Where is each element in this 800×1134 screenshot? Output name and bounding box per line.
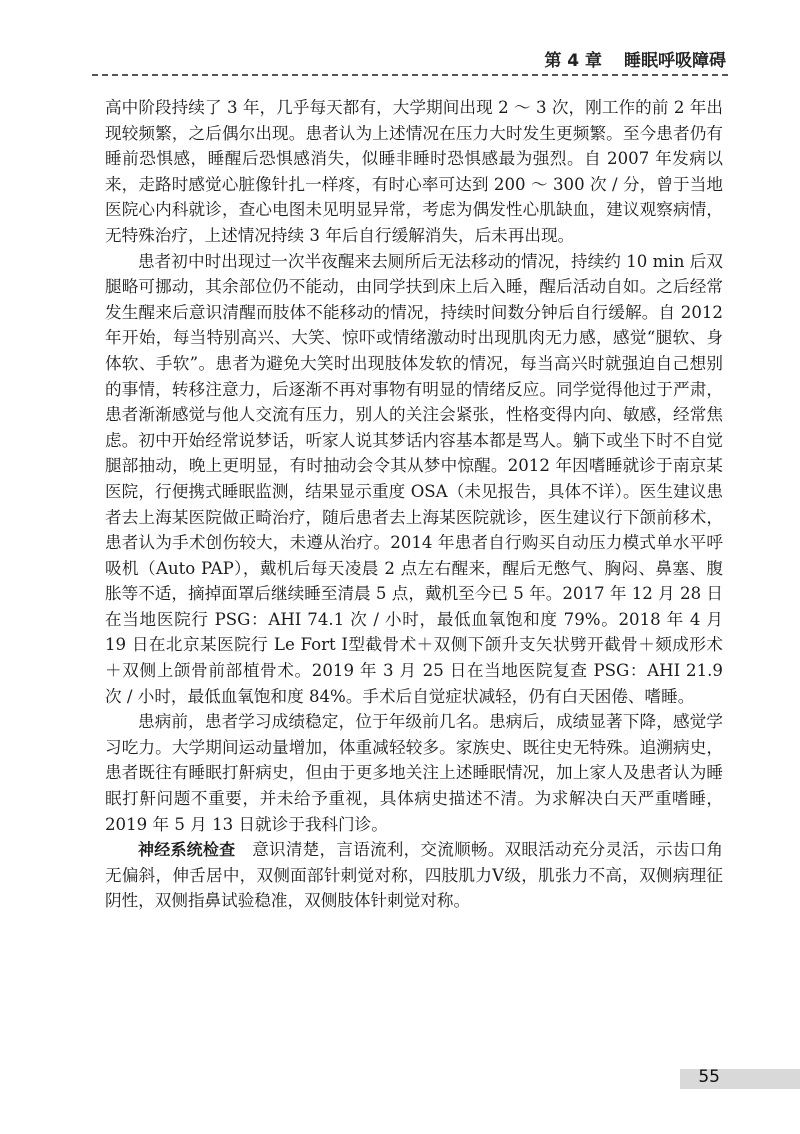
header-divider [92,74,728,76]
exam-text: 意识清楚，言语流利，交流顺畅。双眼活动充分灵活，示齿口角无偏斜，伸舌居中，双侧面部针刺觉对称，四肢肌力Ⅴ级，肌张力不高，双侧病理征阴性，双侧指鼻试验稳准，双侧肢体针刺觉对称。 [105,840,723,911]
paragraph-neuro-exam [105,837,723,914]
running-header [544,46,726,71]
exam-heading: 神经系统检查 [138,840,236,860]
paragraph-sleep-paralysis: 患者初中时出现过一次半夜醒来去厕所后无法移动的情况，持续约 10 min 后双腿略可挪动，其余部位仍不能动，由同学扶到床上后入睡，醒后活动自如。之后经常发生醒来后意识清醒而肢体不能移动的情况，持续时间数分钟后自行缓解。自 2012 年开始，每当特别高兴、大笑、惊吓或情绪激动时出现肌肉无力感，感觉“腿软、身体软、手软”。患者为避免大笑时出现肢体发软的情况，每当高兴时就强迫自己想别的事情，转移注意力，后逐渐不再对事物有明显的情绪反应。同学觉得他过于严肃，患者渐渐感觉与他人交流有压力，别人的关注会紧张，性格变得内向、敏感，经常焦虑。初中开始经常说梦话，听家人说其梦话内容基本都是骂人。躺下或坐下时不自觉腿部抽动，晚上更明显，有时抽动会令其从梦中惊醒。2012 年因嗜睡就诊于南京某医院，行便携式睡眠监测，结果显示重度 OSA（未见报告，具体不详）。医生建议患者去上海某医院做正畸治疗，随后患者去上海某医院就诊，医生建议行下颌前移术，患者认为手术创伤较大，未遵从治疗。2014 年患者自行购买自动压力模式单水平呼吸机（Auto PAP），戴机后每天凌晨 2 点左右醒来，醒后无憋气、胸闷、鼻塞、腹胀等不适，摘掉面罩后继续睡至清晨 5 点，戴机至今已 5 年。2017 年 12 月 28 日在当地医院行 PSG：AHI 74.1 次 / 小时，最低血氧饱和度 79%。2018 年 4 月 19 日在北京某医院行 Le Fort Ⅰ型截骨术＋双侧下颌升支矢状劈开截骨＋颏成形术＋双侧上颌骨前部植骨术。2019 年 3 月 25 日在当地医院复查 PSG：AHI 21.9 次 / 小时，最低血氧饱和度 84%。手术后自觉症状减轻，仍有白天困倦、嗜睡。 [105,251,723,706]
chapter-title: 睡眠呼吸障碍 [624,51,726,71]
paragraph-history: 患病前，患者学习成绩稳定，位于年级前几名。患病后，成绩显著下降，感觉学习吃力。大学期间运动量增加，体重减轻较多。家族史、既往史无特殊。追溯病史，患者既往有睡眠打鼾病史，但由于更多地关注上述睡眠情况，加上家人及患者认为睡眠打鼾问题不重要，并未给予重视，具体病史描述不清。为求解决白天严重嗜睡，2019 年 5 月 13 日就诊于我科门诊。 [105,712,723,834]
chapter-number: 第 4 章 [544,51,602,71]
body-text [105,95,723,914]
page-number: 55 [698,1067,720,1087]
paragraph-continued: 高中阶段持续了 3 年，几乎每天都有，大学期间出现 2 ～ 3 次，刚工作的前 2 年出现较频繁，之后偶尔出现。患者认为上述情况在压力大时发生更频繁。至今患者仍有睡前恐惧感，睡醒后恐惧感消失，似睡非睡时恐惧感最为强烈。自 2007 年发病以来，走路时感觉心脏像针扎一样疼，有时心率可达到 200 ～ 300 次 / 分，曾于当地医院心内科就诊，查心电图未见明显异常，考虑为偶发性心肌缺血，建议观察病情，无特殊治疗，上述情况持续 3 年后自行缓解消失，后未再出现。 [105,98,723,245]
